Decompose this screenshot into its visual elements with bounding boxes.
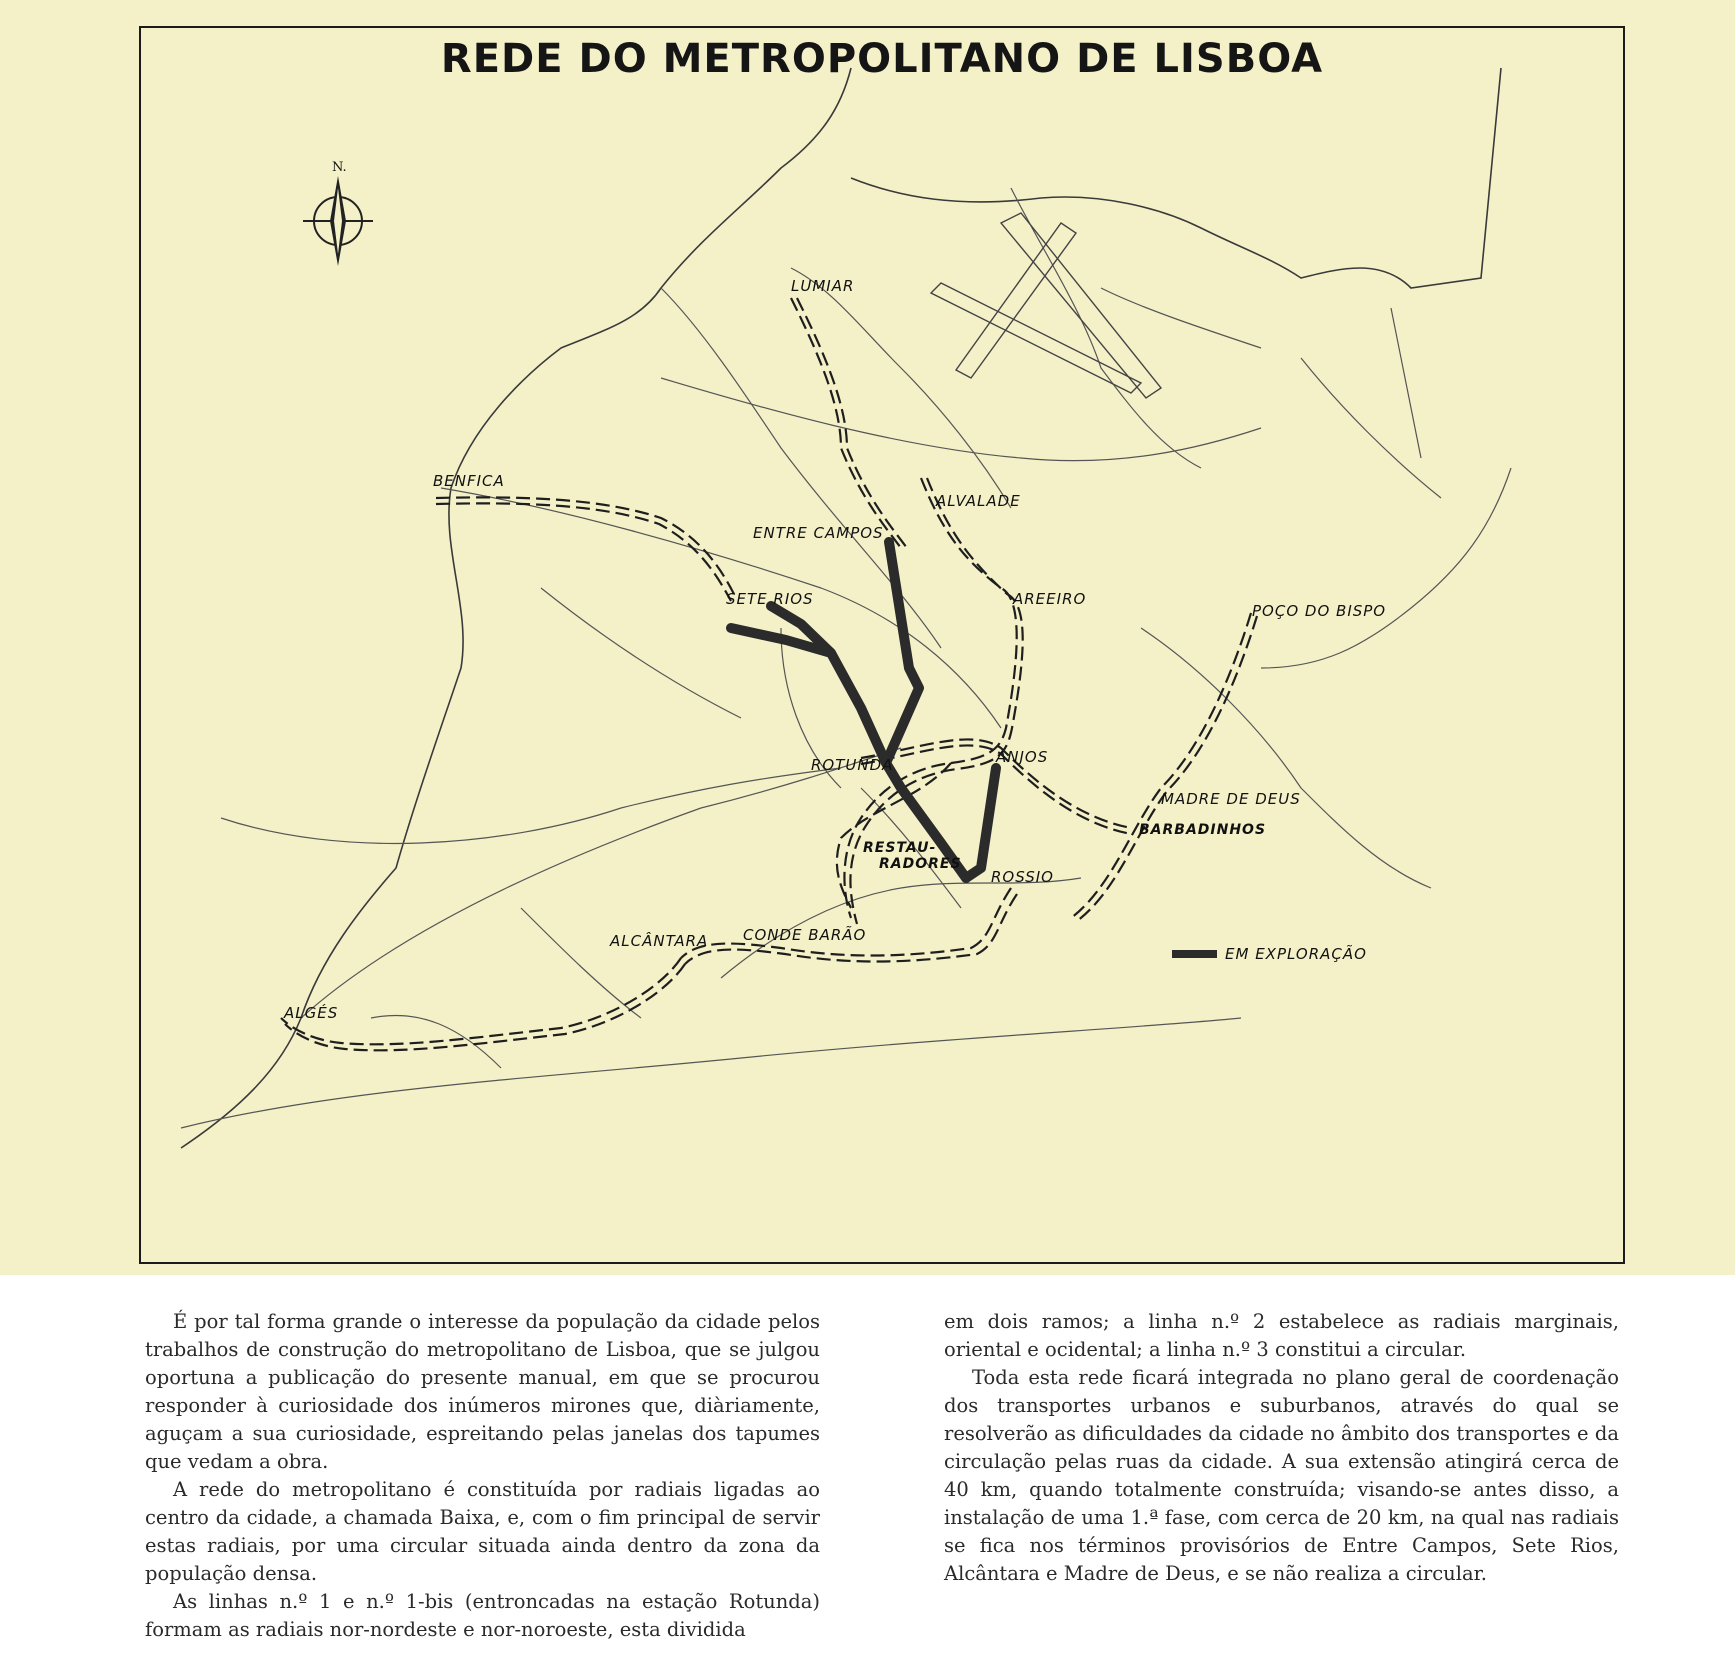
station-alvalade: ALVALADE bbox=[936, 492, 1021, 510]
legend bbox=[1172, 944, 1367, 963]
north-arrow bbox=[303, 160, 373, 266]
station-alges: ALGÉS bbox=[284, 1004, 339, 1022]
station-poco-do-bispo: POÇO DO BISPO bbox=[1252, 602, 1387, 620]
paragraph: em dois ramos; a linha n.º 2 estabelece as radiais marginais, oriental e ocidental; a linha n.º 3 constitui a circular. bbox=[944, 1310, 1619, 1361]
station-rotunda: ROTUNDA bbox=[811, 756, 894, 774]
north-label: N. bbox=[332, 160, 347, 175]
streets bbox=[181, 188, 1511, 1128]
article-left-column bbox=[145, 1308, 820, 1644]
station-benfica: BENFICA bbox=[433, 472, 505, 490]
station-rossio: ROSSIO bbox=[991, 868, 1054, 886]
station-lumiar: LUMIAR bbox=[791, 277, 855, 295]
station-anjos: ANJOS bbox=[996, 748, 1049, 766]
map-title: REDE DO METROPOLITANO DE LISBOA bbox=[440, 36, 1324, 82]
map-frame bbox=[139, 26, 1625, 1264]
airport-runways bbox=[931, 213, 1161, 398]
station-alcantara: ALCÂNTARA bbox=[610, 932, 709, 950]
paragraph: Toda esta rede ficará integrada no plano geral de coordenação dos transportes urbanos e suburbanos, através do qual se resolverão as dificuldades da cidade no âmbito dos transportes e da circulação pelas ruas da cidade. A sua extensão atingirá cerca de 40 km, quando totalmente construída; visando-se antes disso, a instalação de uma 1.ª fase, com cerca de 20 km, na qual nas radiais se fica nos términos provisórios de Entre Campos, Sete Rios, Alcântara e Madre de Deus, e se não realiza a circular. bbox=[944, 1366, 1619, 1585]
paragraph: É por tal forma grande o interesse da população da cidade pelos trabalhos de construção do metropolitano de Lisboa, que se julgou oportuna a publicação do presente manual, em que se procurou responder à curiosidade dos inúmeros mirones que, diàriamente, aguçam a sua curiosidade, espreitando pelas janelas dos tapumes que vedam a obra. bbox=[145, 1310, 820, 1473]
station-barbadinhos: BARBADINHOS bbox=[1139, 822, 1267, 838]
station-restauradores-2: RADORES bbox=[879, 856, 962, 872]
station-entre-campos: ENTRE CAMPOS bbox=[753, 524, 884, 542]
lisbon-metro-map bbox=[141, 28, 1625, 1264]
paragraph: As linhas n.º 1 e n.º 1-bis (entroncadas na estação Rotunda) formam as radiais nor-nordeste e nor-noroeste, esta dividida bbox=[145, 1590, 820, 1641]
article-right-column bbox=[944, 1308, 1619, 1588]
station-sete-rios: SETE RIOS bbox=[726, 590, 814, 608]
station-restauradores-1: RESTAU- bbox=[863, 840, 937, 856]
legend-swatch bbox=[1172, 950, 1217, 958]
station-conde-barao: CONDE BARÃO bbox=[743, 926, 867, 944]
station-areeiro: AREEIRO bbox=[1013, 590, 1087, 608]
paragraph: A rede do metropolitano é constituída por radiais ligadas ao centro da cidade, a chamada Baixa, e, com o fim principal de servir estas radiais, por uma circular situada ainda dentro da zona da população densa. bbox=[145, 1478, 820, 1585]
station-madre-de-deus: MADRE DE DEUS bbox=[1161, 790, 1301, 808]
legend-label: EM EXPLORAÇÃO bbox=[1225, 945, 1367, 963]
